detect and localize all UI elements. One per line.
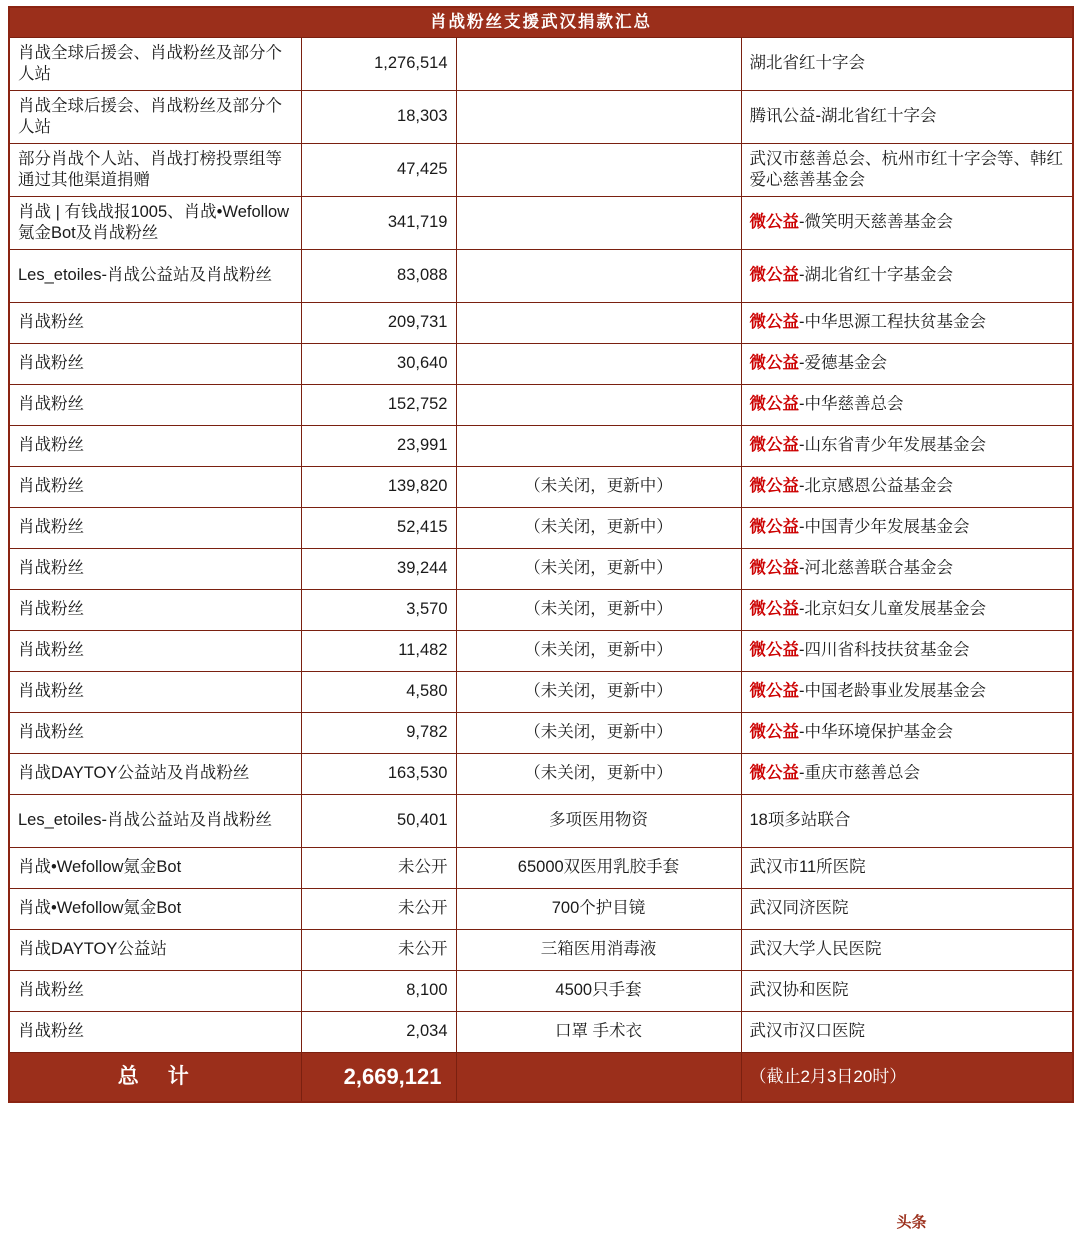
destination-name: -微笑明天慈善基金会 — [799, 213, 953, 232]
cell-destination — [741, 712, 1073, 753]
table-row — [9, 37, 1073, 90]
destination-name: 武汉同济医院 — [749, 899, 849, 918]
total-blank-cell — [456, 1052, 741, 1102]
cell-source: 肖战DAYTOY公益站及肖战粉丝 — [9, 753, 301, 794]
destination-name: -四川省科技扶贫基金会 — [799, 641, 970, 660]
watermark — [897, 1208, 1066, 1238]
cell-amount: 39,244 — [301, 548, 456, 589]
destination-name: 腾讯公益-湖北省红十字会 — [749, 107, 937, 126]
cell-source: 肖战粉丝 — [9, 712, 301, 753]
cell-amount: 4,580 — [301, 671, 456, 712]
weigongyi-label: 微公益 — [749, 723, 799, 742]
cell-source: Les_etoiles-肖战公益站及肖战粉丝 — [9, 249, 301, 302]
cell-note: （未关闭，更新中） — [456, 712, 741, 753]
total-label: 总 计 — [9, 1052, 301, 1102]
table-row — [9, 753, 1073, 794]
table-row — [9, 384, 1073, 425]
cell-source: 肖战粉丝 — [9, 384, 301, 425]
cell-note: 65000双医用乳胶手套 — [456, 847, 741, 888]
cell-amount: 152,752 — [301, 384, 456, 425]
cell-note: （未关闭，更新中） — [456, 466, 741, 507]
cell-note: （未关闭，更新中） — [456, 507, 741, 548]
cell-amount: 163,530 — [301, 753, 456, 794]
table-row — [9, 1011, 1073, 1052]
cell-source: 肖战DAYTOY公益站 — [9, 929, 301, 970]
destination-name: 武汉大学人民医院 — [749, 940, 882, 959]
destination-name: -重庆市慈善总会 — [799, 764, 920, 783]
destination-name: -湖北省红十字基金会 — [799, 266, 953, 285]
cell-amount: 30,640 — [301, 343, 456, 384]
cell-source: 肖战粉丝 — [9, 343, 301, 384]
cell-amount: 未公开 — [301, 847, 456, 888]
cell-note: 口罩 手术衣 — [456, 1011, 741, 1052]
cell-note: （未关闭，更新中） — [456, 589, 741, 630]
weigongyi-label: 微公益 — [749, 313, 799, 332]
toutiao-logo-icon: 头条 — [897, 1208, 927, 1238]
weigongyi-label: 微公益 — [749, 764, 799, 783]
weigongyi-label: 微公益 — [749, 477, 799, 496]
cell-destination — [741, 425, 1073, 466]
cell-source: 肖战粉丝 — [9, 589, 301, 630]
table-title-row — [9, 7, 1073, 37]
weigongyi-label: 微公益 — [749, 600, 799, 619]
cell-destination — [741, 888, 1073, 929]
cell-note: 700个护目镜 — [456, 888, 741, 929]
cell-note — [456, 37, 741, 90]
cell-note — [456, 302, 741, 343]
cell-source: 肖战粉丝 — [9, 671, 301, 712]
cell-source: 肖战粉丝 — [9, 1011, 301, 1052]
weigongyi-label: 微公益 — [749, 436, 799, 455]
cell-note — [456, 343, 741, 384]
cell-source: 肖战粉丝 — [9, 466, 301, 507]
cell-source: 肖战全球后援会、肖战粉丝及部分个人站 — [9, 90, 301, 143]
cell-amount: 2,034 — [301, 1011, 456, 1052]
cell-note — [456, 143, 741, 196]
weigongyi-label: 微公益 — [749, 354, 799, 373]
cell-source: 肖战•Wefollow氪金Bot — [9, 847, 301, 888]
cell-source: 肖战 | 有钱战报1005、肖战•Wefollow氪金Bot及肖战粉丝 — [9, 196, 301, 249]
cell-source: Les_etoiles-肖战公益站及肖战粉丝 — [9, 794, 301, 847]
destination-name: 武汉协和医院 — [749, 981, 849, 1000]
cell-amount: 18,303 — [301, 90, 456, 143]
destination-name: -河北慈善联合基金会 — [799, 559, 953, 578]
cell-note: （未关闭，更新中） — [456, 671, 741, 712]
weigongyi-label: 微公益 — [749, 266, 799, 285]
weigongyi-label: 微公益 — [749, 213, 799, 232]
table-row — [9, 847, 1073, 888]
cell-amount: 8,100 — [301, 970, 456, 1011]
cell-destination — [741, 671, 1073, 712]
table-row — [9, 249, 1073, 302]
total-row — [9, 1052, 1073, 1102]
total-amount: 2,669,121 — [301, 1052, 456, 1102]
table-row — [9, 671, 1073, 712]
destination-name: -山东省青少年发展基金会 — [799, 436, 986, 455]
cell-destination — [741, 794, 1073, 847]
cell-amount: 23,991 — [301, 425, 456, 466]
cell-destination — [741, 1011, 1073, 1052]
weigongyi-label: 微公益 — [749, 682, 799, 701]
donation-table — [8, 6, 1074, 1103]
cell-note — [456, 90, 741, 143]
cell-destination — [741, 343, 1073, 384]
cell-source: 肖战粉丝 — [9, 302, 301, 343]
cell-source: 肖战粉丝 — [9, 507, 301, 548]
cell-amount: 1,276,514 — [301, 37, 456, 90]
table-row — [9, 589, 1073, 630]
cell-source: 肖战粉丝 — [9, 970, 301, 1011]
cell-destination — [741, 143, 1073, 196]
weigongyi-label: 微公益 — [749, 641, 799, 660]
cell-note: 多项医用物资 — [456, 794, 741, 847]
cell-destination — [741, 466, 1073, 507]
table-row — [9, 548, 1073, 589]
destination-name: -北京感恩公益基金会 — [799, 477, 953, 496]
table-row — [9, 196, 1073, 249]
cell-destination — [741, 384, 1073, 425]
cell-amount: 341,719 — [301, 196, 456, 249]
table-row — [9, 888, 1073, 929]
table-row — [9, 794, 1073, 847]
weigongyi-label: 微公益 — [749, 559, 799, 578]
cell-note — [456, 196, 741, 249]
cell-destination — [741, 548, 1073, 589]
table-row — [9, 143, 1073, 196]
cell-note — [456, 425, 741, 466]
cell-amount: 139,820 — [301, 466, 456, 507]
destination-name: -中华慈善总会 — [799, 395, 904, 414]
cell-amount: 50,401 — [301, 794, 456, 847]
destination-name: -中国老龄事业发展基金会 — [799, 682, 986, 701]
cell-note: 三箱医用消毒液 — [456, 929, 741, 970]
table-row — [9, 507, 1073, 548]
cell-source: 肖战•Wefollow氪金Bot — [9, 888, 301, 929]
weigongyi-label: 微公益 — [749, 395, 799, 414]
cell-destination — [741, 507, 1073, 548]
cell-destination — [741, 970, 1073, 1011]
cell-source: 部分肖战个人站、肖战打榜投票组等通过其他渠道捐赠 — [9, 143, 301, 196]
cell-note — [456, 249, 741, 302]
weigongyi-label: 微公益 — [749, 518, 799, 537]
cell-note: （未关闭，更新中） — [456, 753, 741, 794]
cell-destination — [741, 929, 1073, 970]
table-row — [9, 343, 1073, 384]
cell-note: （未关闭，更新中） — [456, 548, 741, 589]
cell-destination — [741, 589, 1073, 630]
cell-source: 肖战粉丝 — [9, 548, 301, 589]
cell-note: （未关闭，更新中） — [456, 630, 741, 671]
table-row — [9, 90, 1073, 143]
cell-destination — [741, 630, 1073, 671]
cell-note: 4500只手套 — [456, 970, 741, 1011]
cell-destination — [741, 37, 1073, 90]
table-row — [9, 712, 1073, 753]
cell-note — [456, 384, 741, 425]
table-row — [9, 970, 1073, 1011]
table-row — [9, 466, 1073, 507]
cell-source: 肖战全球后援会、肖战粉丝及部分个人站 — [9, 37, 301, 90]
destination-name: 18项多站联合 — [749, 811, 851, 830]
cell-amount: 9,782 — [301, 712, 456, 753]
cell-amount: 47,425 — [301, 143, 456, 196]
cell-amount: 未公开 — [301, 929, 456, 970]
destination-name: 武汉市汉口医院 — [749, 1022, 865, 1041]
table-row — [9, 302, 1073, 343]
cell-destination — [741, 196, 1073, 249]
destination-name: -中华环境保护基金会 — [799, 723, 953, 742]
cell-destination — [741, 249, 1073, 302]
cell-amount: 52,415 — [301, 507, 456, 548]
cell-amount: 未公开 — [301, 888, 456, 929]
cell-amount: 11,482 — [301, 630, 456, 671]
cell-amount: 3,570 — [301, 589, 456, 630]
cell-source: 肖战粉丝 — [9, 630, 301, 671]
cell-destination — [741, 753, 1073, 794]
watermark-username: @天生这么红 — [934, 1213, 1066, 1236]
cell-destination — [741, 90, 1073, 143]
cell-destination — [741, 847, 1073, 888]
destination-name: -中国青少年发展基金会 — [799, 518, 970, 537]
table-row — [9, 929, 1073, 970]
cell-source: 肖战粉丝 — [9, 425, 301, 466]
cell-amount: 209,731 — [301, 302, 456, 343]
table-row — [9, 425, 1073, 466]
destination-name: -爱德基金会 — [799, 354, 887, 373]
destination-name: 武汉市慈善总会、杭州市红十字会等、韩红爱心慈善基金会 — [749, 150, 1063, 189]
destination-name: 湖北省红十字会 — [749, 54, 865, 73]
cell-destination — [741, 302, 1073, 343]
destination-name: 武汉市11所医院 — [749, 858, 866, 877]
table-body — [9, 37, 1073, 1052]
page-title: 肖战粉丝支援武汉捐款汇总 — [9, 7, 1073, 37]
cell-amount: 83,088 — [301, 249, 456, 302]
table-row — [9, 630, 1073, 671]
destination-name: -中华思源工程扶贫基金会 — [799, 313, 986, 332]
total-as-of: （截止2月3日20时） — [741, 1052, 1073, 1102]
destination-name: -北京妇女儿童发展基金会 — [799, 600, 986, 619]
